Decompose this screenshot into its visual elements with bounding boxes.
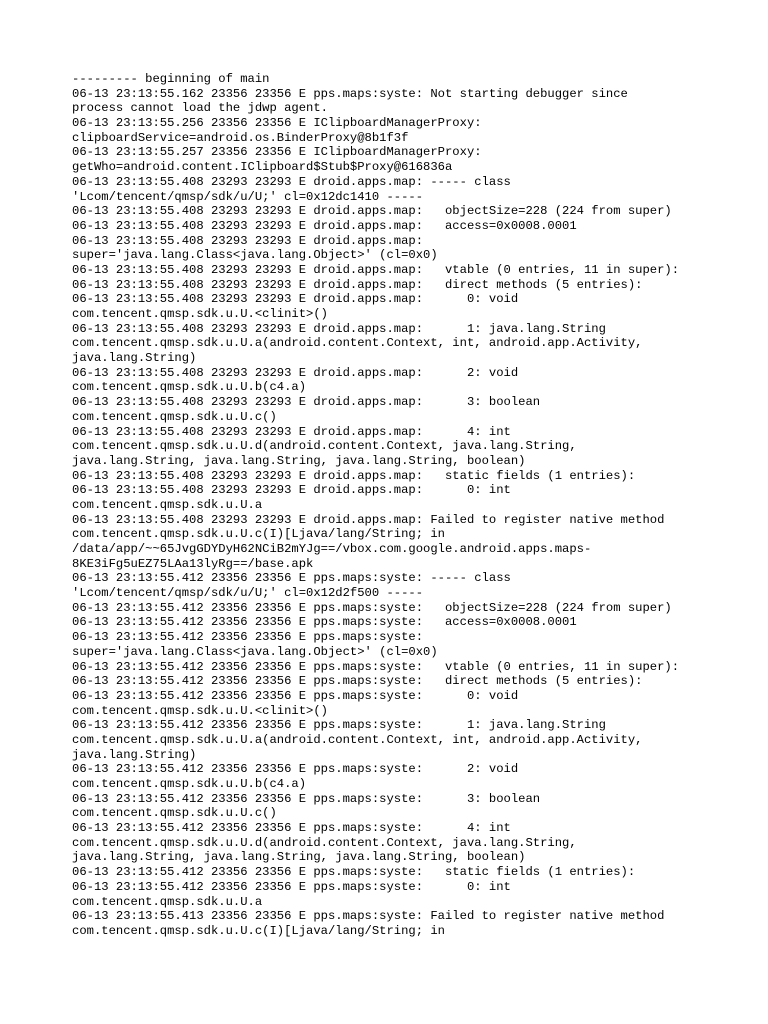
log-line: 06-13 23:13:55.412 23356 23356 E pps.maps:syste: 3: boolean <box>72 791 541 806</box>
log-line: 06-13 23:13:55.412 23356 23356 E pps.maps:syste: 2: void <box>72 762 519 777</box>
log-line: com.tencent.qmsp.sdk.u.U.c() <box>72 409 277 424</box>
log-line: com.tencent.qmsp.sdk.u.U.c(I)[Ljava/lang/String; in <box>72 923 445 938</box>
log-line: java.lang.String, java.lang.String, java.lang.String, boolean) <box>72 850 526 865</box>
log-line: 06-13 23:13:55.408 23293 23293 E droid.apps.map: direct methods (5 entries): <box>72 277 643 292</box>
log-line: super='java.lang.Class<java.lang.Object>' (cl=0x0) <box>72 644 438 659</box>
log-line: 06-13 23:13:55.256 23356 23356 E IClipboardManagerProxy: <box>72 116 482 131</box>
log-line: 06-13 23:13:55.413 23356 23356 E pps.maps:syste: Failed to register native method <box>72 909 665 924</box>
log-line: 06-13 23:13:55.412 23356 23356 E pps.maps:syste: 1: java.lang.String <box>72 718 606 733</box>
log-line: 06-13 23:13:55.408 23293 23293 E droid.apps.map: static fields (1 entries): <box>72 468 636 483</box>
log-line: com.tencent.qmsp.sdk.u.U.d(android.content.Context, java.lang.String, <box>72 439 577 454</box>
log-line: 06-13 23:13:55.408 23293 23293 E droid.apps.map: objectSize=228 (224 from super) <box>72 204 672 219</box>
log-line: 'Lcom/tencent/qmsp/sdk/u/U;' cl=0x12d2f500 ----- <box>72 586 424 601</box>
log-line: com.tencent.qmsp.sdk.u.U.c() <box>72 806 277 821</box>
log-line: 06-13 23:13:55.408 23293 23293 E droid.apps.map: 2: void <box>72 365 519 380</box>
log-line: 06-13 23:13:55.412 23356 23356 E pps.maps:syste: access=0x0008.0001 <box>72 615 577 630</box>
log-line: com.tencent.qmsp.sdk.u.U.a <box>72 894 263 909</box>
log-line: super='java.lang.Class<java.lang.Object>' (cl=0x0) <box>72 248 438 263</box>
log-line: 06-13 23:13:55.408 23293 23293 E droid.apps.map: 4: int <box>72 424 511 439</box>
log-line: com.tencent.qmsp.sdk.u.U.<clinit>() <box>72 703 328 718</box>
log-line: 06-13 23:13:55.162 23356 23356 E pps.maps:syste: Not starting debugger since <box>72 86 628 101</box>
log-line: com.tencent.qmsp.sdk.u.U.a(android.content.Context, int, android.app.Activity, <box>72 336 643 351</box>
log-line: com.tencent.qmsp.sdk.u.U.<clinit>() <box>72 307 328 321</box>
log-line: --------- beginning of main <box>72 72 270 86</box>
log-line: 06-13 23:13:55.257 23356 23356 E IClipboardManagerProxy: <box>72 145 482 160</box>
log-line: 06-13 23:13:55.408 23293 23293 E droid.apps.map: 0: int <box>72 483 511 498</box>
log-line: 06-13 23:13:55.408 23293 23293 E droid.apps.map: <box>72 233 424 248</box>
log-line: 06-13 23:13:55.408 23293 23293 E droid.apps.map: vtable (0 entries, 11 in super): <box>72 262 680 277</box>
log-line: 8KE3iFg5uEZ75LAa13lyRg==/base.apk <box>72 556 314 571</box>
log-line: 06-13 23:13:55.408 23293 23293 E droid.apps.map: 0: void <box>72 292 519 307</box>
log-line: 06-13 23:13:55.408 23293 23293 E droid.apps.map: ----- class <box>72 174 511 189</box>
log-line: getWho=android.content.IClipboard$Stub$Proxy@616836a <box>72 160 453 175</box>
log-line: 06-13 23:13:55.412 23356 23356 E pps.maps:syste: vtable (0 entries, 11 in super): <box>72 659 680 674</box>
log-line: com.tencent.qmsp.sdk.u.U.c(I)[Ljava/lang/String; in <box>72 527 445 542</box>
log-line: 06-13 23:13:55.412 23356 23356 E pps.maps:syste: 0: void <box>72 688 519 703</box>
log-line: 06-13 23:13:55.408 23293 23293 E droid.apps.map: 3: boolean <box>72 395 541 410</box>
log-line: 06-13 23:13:55.412 23356 23356 E pps.maps:syste: <box>72 630 424 645</box>
log-text-block <box>72 72 752 939</box>
log-line: 06-13 23:13:55.412 23356 23356 E pps.maps:syste: 4: int <box>72 821 511 836</box>
log-line: 06-13 23:13:55.412 23356 23356 E pps.maps:syste: objectSize=228 (224 from super) <box>72 600 672 615</box>
log-line: com.tencent.qmsp.sdk.u.U.a <box>72 497 263 512</box>
log-line: com.tencent.qmsp.sdk.u.U.a(android.content.Context, int, android.app.Activity, <box>72 732 643 747</box>
log-line: com.tencent.qmsp.sdk.u.U.b(c4.a) <box>72 380 307 395</box>
log-line: clipboardService=android.os.BinderProxy@8b1f3f <box>72 130 409 145</box>
log-line: java.lang.String) <box>72 351 197 366</box>
log-line: 06-13 23:13:55.412 23356 23356 E pps.maps:syste: ----- class <box>72 571 511 586</box>
log-line: java.lang.String, java.lang.String, java.lang.String, boolean) <box>72 453 526 468</box>
log-line: com.tencent.qmsp.sdk.u.U.b(c4.a) <box>72 777 307 791</box>
log-line: 06-13 23:13:55.408 23293 23293 E droid.apps.map: Failed to register native method <box>72 512 665 527</box>
log-line: 06-13 23:13:55.412 23356 23356 E pps.maps:syste: 0: int <box>72 879 511 894</box>
log-line: 06-13 23:13:55.408 23293 23293 E droid.apps.map: 1: java.lang.String <box>72 321 606 336</box>
log-line: 06-13 23:13:55.412 23356 23356 E pps.maps:syste: direct methods (5 entries): <box>72 674 643 689</box>
log-line: java.lang.String) <box>72 747 197 762</box>
log-line: com.tencent.qmsp.sdk.u.U.d(android.content.Context, java.lang.String, <box>72 835 577 850</box>
log-line: 06-13 23:13:55.408 23293 23293 E droid.apps.map: access=0x0008.0001 <box>72 218 577 233</box>
log-line: /data/app/~~65JvgGDYDyH62NCiB2mYJg==/vbox.com.google.android.apps.maps- <box>72 542 592 556</box>
log-line: 06-13 23:13:55.412 23356 23356 E pps.maps:syste: static fields (1 entries): <box>72 865 636 880</box>
log-line: process cannot load the jdwp agent. <box>72 101 328 116</box>
log-line: 'Lcom/tencent/qmsp/sdk/u/U;' cl=0x12dc1410 ----- <box>72 189 424 204</box>
